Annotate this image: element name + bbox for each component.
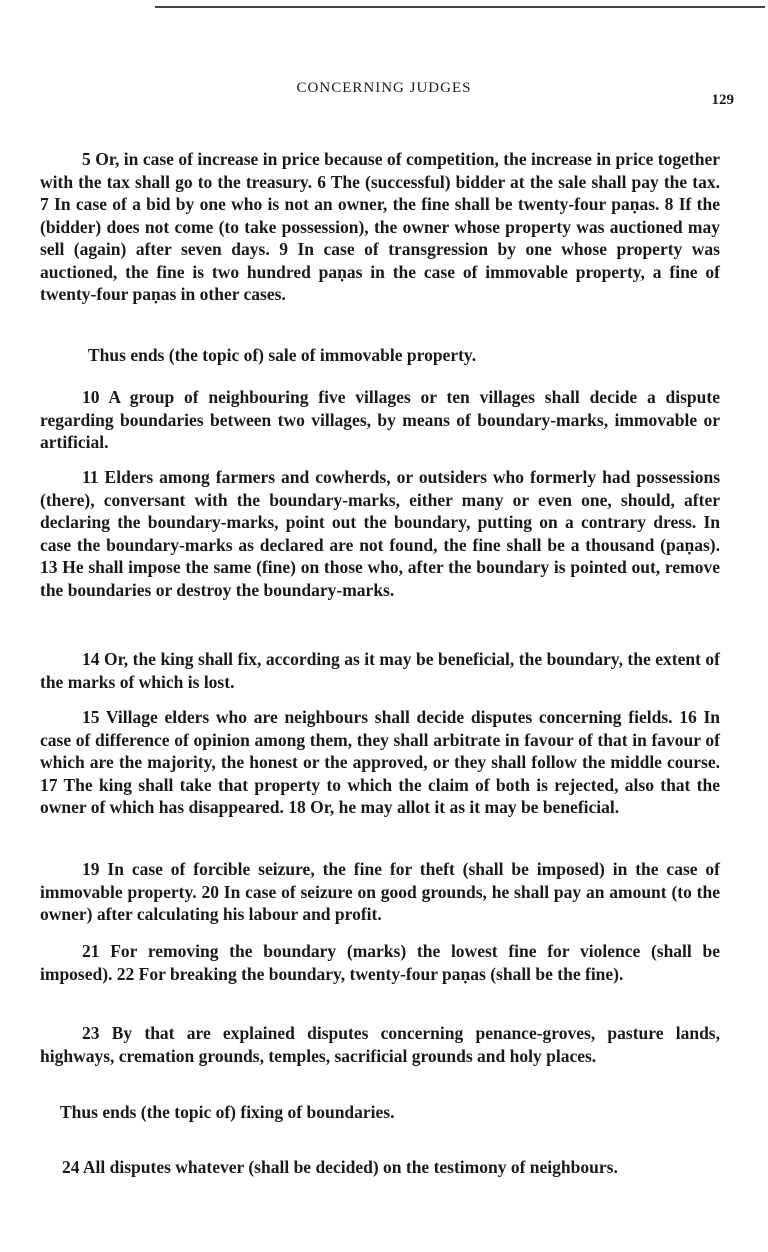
paragraph-14: 14 Or, the king shall fix, according as it may be beneficial, the boundary, the extent of the marks of which is lost. <box>40 649 720 692</box>
paragraph-5-9: 5 Or, in case of increase in price because of competition, the increase in price together with the tax shall go to the treasury. 6 The (successful) bidder at the sale shall pay the tax. 7 In case of a bid by one who is not an owner, the fine shall be twenty-four paṇas. 8 If the (bidder) does not come (to take possession), the owner whose property was auctioned may sell (again) after seven days. 9 In case of transgression by one whose property was auctioned, the fine is two hundred paṇas in the case of immovable property, a fine of twenty-four paṇas in other cases. <box>40 149 720 304</box>
top-rule <box>155 6 765 8</box>
section-ending-immovable-property: Thus ends (the topic of) sale of immovable property. <box>88 345 477 365</box>
page-number: 129 <box>711 92 734 108</box>
paragraph-24: 24 All disputes whatever (shall be decided) on the testimony of neighbours. <box>62 1157 618 1177</box>
running-head: CONCERNING JUDGES <box>296 80 472 96</box>
paragraph-19-20: 19 In case of forcible seizure, the fine for theft (shall be imposed) in the case of immovable property. 20 In case of seizure on good grounds, he shall pay an amount (to the owner) after calculating his labour and profit. <box>40 859 720 924</box>
section-ending-boundaries: Thus ends (the topic of) fixing of boundaries. <box>60 1102 395 1122</box>
paragraph-10: 10 A group of neighbouring five villages or ten villages shall decide a dispute regarding boundaries between two villages, by means of boundary-marks, immovable or artificial. <box>40 387 720 452</box>
paragraph-21-22: 21 For removing the boundary (marks) the lowest fine for violence (shall be imposed). 22 For breaking the boundary, twenty-four paṇas (shall be the fine). <box>40 941 720 984</box>
paragraph-11-13: 11 Elders among farmers and cowherds, or outsiders who formerly had possessions (there), conversant with the boundary-marks, either many or even one, should, after declaring the boundary-marks, point out the boundary, putting on a contrary dress. In case the boundary-marks as declared are not found, the fine shall be a thousand (paṇas). 13 He shall impose the same (fine) on those who, after the boundary is pointed out, remove the boundaries or destroy the boundary-marks. <box>40 467 720 600</box>
paragraph-23: 23 By that are explained disputes concerning penance-groves, pasture lands, highways, cremation grounds, temples, sacrificial grounds and holy places. <box>40 1023 720 1066</box>
paragraph-15-18: 15 Village elders who are neighbours shall decide disputes concerning fields. 16 In case of difference of opinion among them, they shall arbitrate in favour of that in favour of which are the majority, the honest or the approved, or they shall follow the middle course. 17 The king shall take that property to which the claim of both is rejected, also that the owner of which has disappeared. 18 Or, he may allot it as it may be beneficial. <box>40 707 720 817</box>
